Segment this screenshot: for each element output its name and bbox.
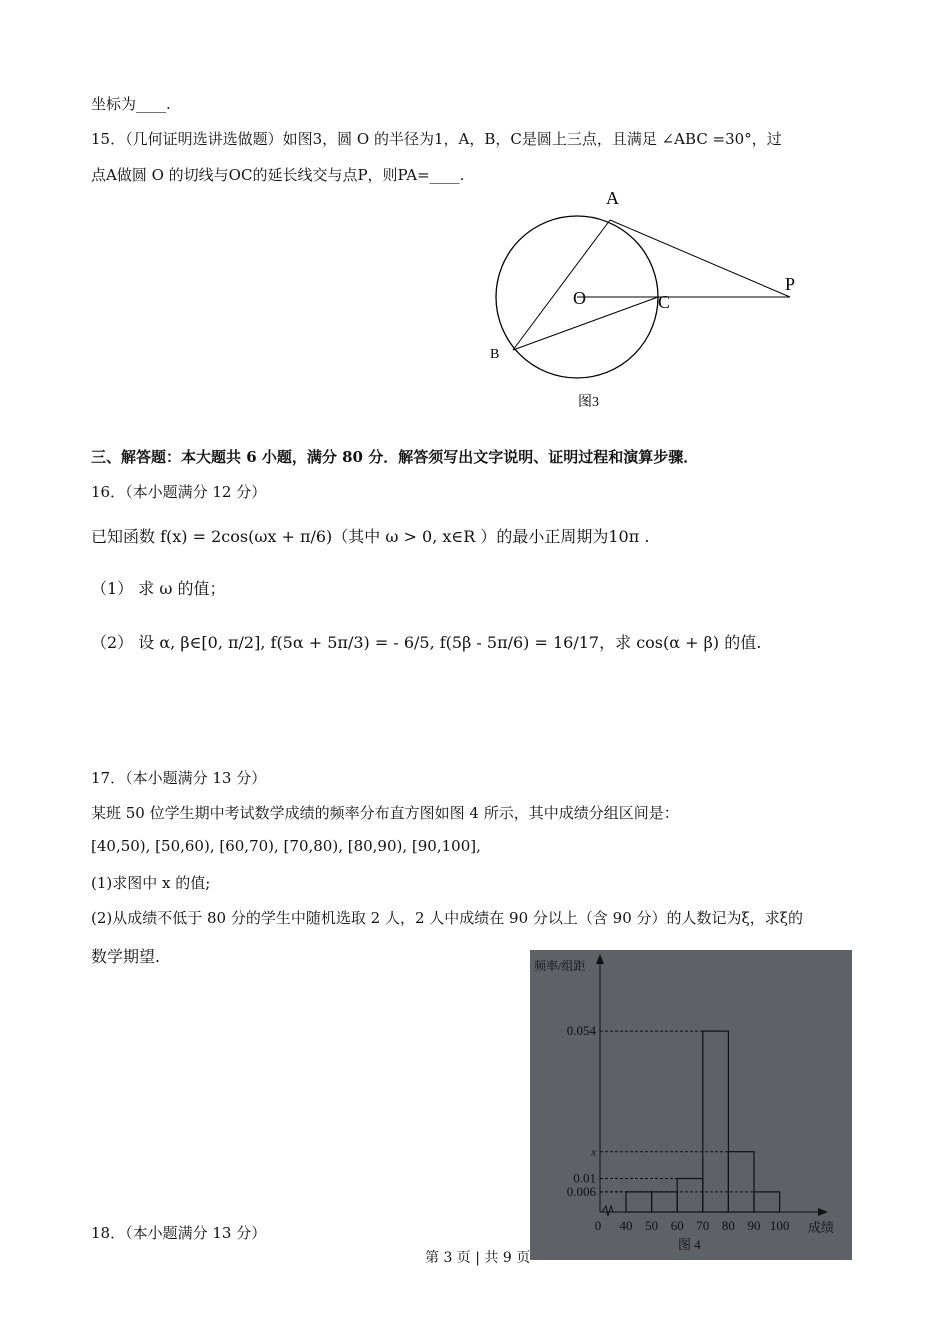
q17-line4: (2)从成绩不低于 80 分的学生中随机选取 2 人，2 人中成绩在 90 分以上（含 90 分）的人数记为ξ，求ξ的 [91,909,804,927]
histogram-bar [626,1192,652,1212]
section-heading: 三、解答题：本大题共 6 小题，满分 80 分．解答须写出文字说明、证明过程和演算步骤． [91,448,699,466]
x-tick-label: 50 [645,1218,659,1233]
segment-ab [513,220,610,350]
geometry-figure [480,180,820,420]
q17-header: 17．（本小题满分 13 分） [91,769,267,787]
y-tick-label: 0.01 [573,1170,596,1186]
q17-line1: 某班 50 位学生期中考试数学成绩的频率分布直方图如图 4 所示，其中成绩分组区间是： [91,804,679,822]
histogram-chart [530,950,852,1260]
x-axis-arrow [818,1208,828,1216]
axis-break-icon [602,1206,616,1216]
q18-header: 18．（本小题满分 13 分） [91,1224,267,1242]
x-tick-label: 90 [747,1218,761,1233]
q16-header: 16．（本小题满分 12 分） [91,483,267,501]
q15-line1: 15．（几何证明选讲选做题）如图3，圆 O 的半径为1，A，B，C是圆上三点，且满足 ∠ABC =30°，过 [91,130,782,148]
x-tick-label: 80 [721,1218,735,1233]
chart-caption: 图 4 [678,1237,701,1252]
x-tick-label: 100 [769,1218,790,1233]
prev-question-tail: 坐标为____. [91,95,171,113]
histogram-bar [703,1031,729,1212]
x-tick-label: 40 [619,1218,633,1233]
histogram-bar [677,1179,703,1213]
q16-part2: （2） 设 α, β∈[0, π/2], f(5α + 5π/3) = - 6/5, f(5β - 5π/6) = 16/17，求 cos(α + β) 的值. [91,633,762,652]
y-tick-label: 0.006 [566,1183,596,1199]
q16-stem: 已知函数 f(x) = 2cos(ωx + π/6)（其中 ω > 0, x∈R ）的最小正周期为10π . [91,527,650,546]
q15-line2: 点A做圆 O 的切线与OC的延长线交与点P，则PA=____. [91,166,465,184]
histogram-photo [530,950,852,1260]
histogram-bar [754,1192,780,1212]
q17-line2: [40,50), [50,60), [60,70), [70,80), [80,90), [90,100], [91,837,481,855]
y-tick-label: 0.054 [566,1023,596,1039]
x-tick-label: 0 [594,1218,602,1233]
label-c: C [658,292,671,312]
label-p: P [785,274,796,294]
y-tick-label: x [591,1146,596,1159]
y-axis-label: 频率/组距 [534,959,586,973]
histogram-bar [652,1192,678,1212]
tangent-pa [610,220,790,297]
label-a: A [606,188,619,208]
q16-part1: （1） 求 ω 的值； [91,579,226,598]
q17-line5: 数学期望. [91,947,161,966]
q17-line3: (1)求图中 x 的值; [91,874,211,892]
label-b: B [490,347,500,362]
label-o: O [573,288,586,308]
page-footer: 第 3 页 | 共 9 页 [425,1250,531,1266]
figure-caption: 图3 [578,395,599,410]
x-tick-label: 70 [696,1218,710,1233]
histogram-bar [728,1152,754,1212]
x-axis-label: 成绩 [808,1220,835,1235]
x-tick-label: 60 [670,1218,684,1233]
y-axis-arrow [596,954,604,964]
